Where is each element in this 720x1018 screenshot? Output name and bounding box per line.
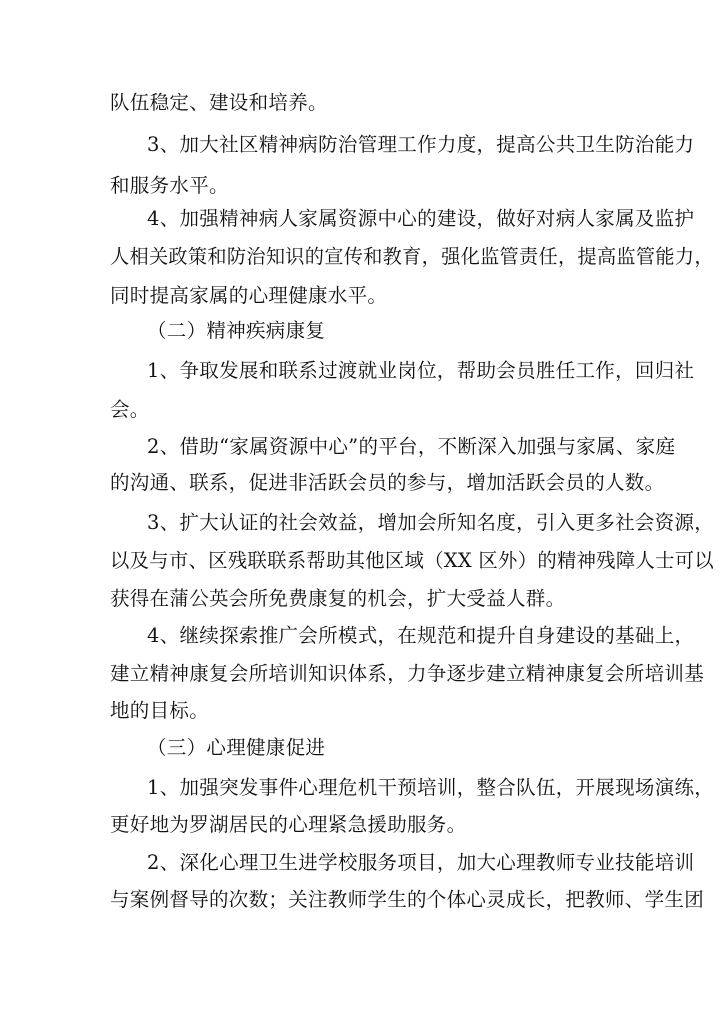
section-heading: （二）精神疾病康复 — [147, 319, 326, 342]
text-line: 获得在蒲公英会所免费康复的机会，扩大受益人群。 — [110, 587, 566, 610]
text-line: 以及与市、区残联联系帮助其他区域（XX 区外）的精神残障人士可以 — [110, 549, 715, 572]
text-line: 会。 — [110, 398, 150, 421]
list-item-line: 1、争取发展和联系过渡就业岗位，帮助会员胜任工作，回归社 — [147, 359, 695, 382]
text-line: 与案例督导的次数；关注教师学生的个体心灵成长，把教师、学生团 — [110, 888, 705, 911]
list-item-line: 4、继续探索推广会所模式，在规范和提升自身建设的基础上， — [147, 624, 695, 647]
list-item-line: 3、扩大认证的社会效益，增加会所知名度，引入更多社会资源， — [147, 511, 715, 534]
text-line: 人相关政策和防治知识的宣传和教育，强化监管责任，提高监管能力， — [110, 245, 714, 268]
text-line: 和服务水平。 — [110, 174, 229, 197]
text-line: 建立精神康复会所培训知识体系，力争逐步建立精神康复会所培训基 — [110, 662, 705, 685]
list-item-line: 3、加大社区精神病防治管理工作力度，提高公共卫生防治能力 — [147, 133, 695, 156]
section-heading: （三）心理健康促进 — [147, 736, 326, 759]
text-line: 更好地为罗湖居民的心理紧急援助服务。 — [110, 813, 467, 836]
text-line: 同时提高家属的心理健康水平。 — [110, 284, 388, 307]
text-line: 队伍稳定、建设和培养。 — [110, 91, 328, 114]
list-item-line: 2、深化心理卫生进学校服务项目，加大心理教师专业技能培训 — [147, 851, 695, 874]
list-item-line: 1、加强突发事件心理危机干预培训，整合队伍，开展现场演练， — [147, 776, 715, 799]
text-line: 地的目标。 — [110, 699, 210, 722]
text-line: 的沟通、联系，促进非活跃会员的参与，增加活跃会员的人数。 — [110, 471, 665, 494]
list-item-line: 4、加强精神病人家属资源中心的建设，做好对病人家属及监护 — [147, 207, 695, 230]
list-item-line: 2、借助“家属资源中心”的平台，不断深入加强与家属、家庭 — [147, 435, 676, 458]
